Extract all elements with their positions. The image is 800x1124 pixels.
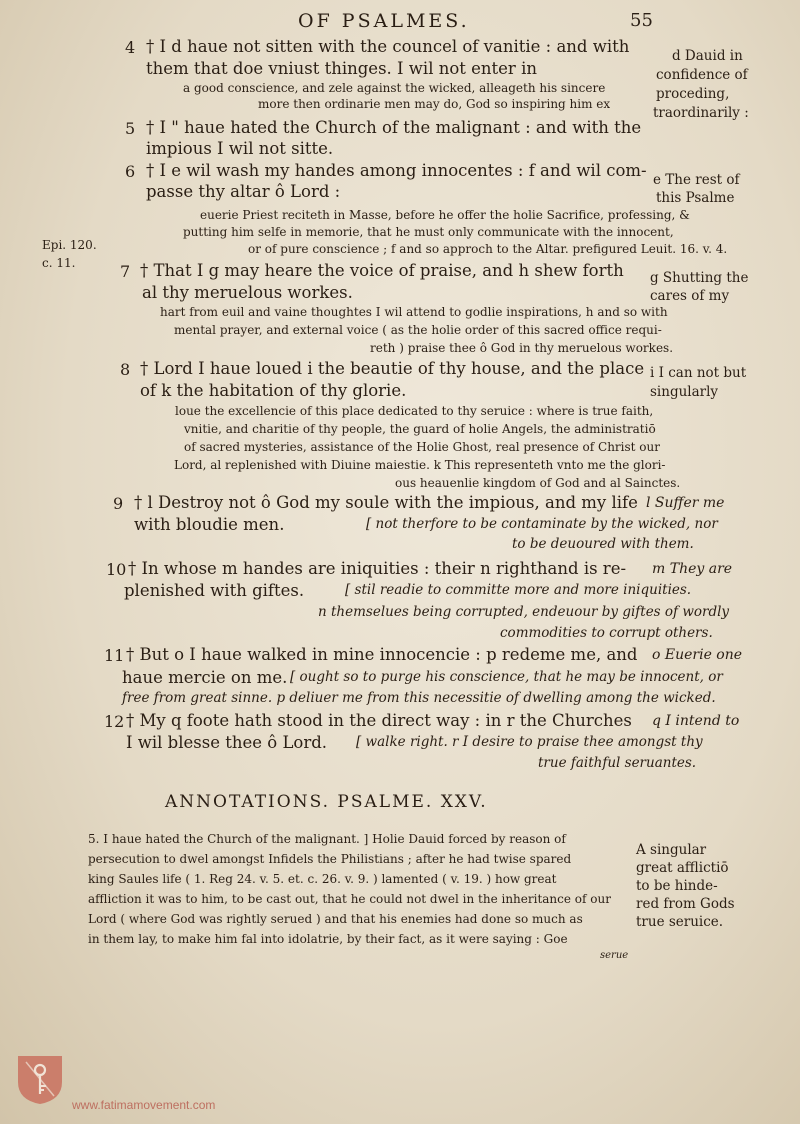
page-number: 55 bbox=[630, 10, 653, 31]
margin-note: i I can not but bbox=[650, 365, 747, 381]
verse-text: † I d haue not sitten with the councel of vanitie : and with bbox=[146, 37, 630, 56]
verse-text: them that doe vniust thinges. I wil not enter in bbox=[146, 59, 537, 78]
verse-text: I wil blesse thee ô Lord. bbox=[126, 733, 328, 752]
margin-note: singularly bbox=[650, 384, 719, 400]
verse-text: passe thy altar ô Lord : bbox=[146, 182, 341, 201]
catchword: serue bbox=[600, 950, 629, 961]
verse-text: † My q foote hath stood in the direct way : in r the Churches bbox=[126, 711, 632, 730]
verse-number: 6 bbox=[125, 162, 136, 181]
margin-note: cares of my bbox=[650, 288, 730, 304]
note-text: [ ought so to purge his conscience, that he may be innocent, or bbox=[290, 669, 723, 685]
verse-text: impious I wil not sitte. bbox=[146, 139, 334, 158]
margin-note: great afflictiō bbox=[636, 860, 729, 876]
note-text: [ walke right. r I desire to praise thee amongst thy bbox=[356, 734, 703, 750]
gloss-text: a good conscience, and zele against the wicked, alleageth his sincere bbox=[183, 81, 606, 95]
verse-text: plenished with giftes. bbox=[124, 581, 305, 600]
verse-number: 5 bbox=[125, 119, 136, 138]
verse-text: † In whose m handes are iniquities : their n righthand is re- bbox=[128, 559, 627, 578]
gloss-text: of sacred mysteries, assistance of the Holie Ghost, real presence of Christ our bbox=[184, 440, 660, 454]
margin-note: g Shutting the bbox=[650, 270, 749, 286]
verse-text: al thy meruelous workes. bbox=[142, 283, 353, 302]
verse-text: haue mercie on me. bbox=[122, 668, 288, 687]
gloss-text: reth ) praise thee ô God in thy meruelous workes. bbox=[370, 341, 674, 355]
verse-number: 11 bbox=[104, 646, 125, 665]
note-text: q I intend to bbox=[652, 713, 740, 729]
verse-number: 8 bbox=[120, 360, 131, 379]
papal-keys-logo-icon bbox=[14, 1050, 66, 1106]
running-head: OF PSALMES. bbox=[298, 10, 470, 32]
verse-number: 9 bbox=[113, 494, 124, 513]
gloss-text: Lord, al replenished with Diuine maiestie. k This representeth vnto me the glori- bbox=[174, 458, 666, 472]
margin-note: confidence of bbox=[656, 67, 748, 83]
annotation-text: 5. I haue hated the Church of the malignant. ] Holie Dauid forced by reason of bbox=[88, 832, 566, 846]
annotation-text: persecution to dwel amongst Infidels the Philistians ; after he had twise spared bbox=[88, 852, 572, 866]
gloss-text: euerie Priest reciteth in Masse, before he offer the holie Sacrifice, professing, & bbox=[200, 208, 690, 222]
annotation-text: Lord ( where God was rightly serued ) and that his enemies had done so much as bbox=[88, 912, 583, 926]
annotation-text: affliction it was to him, to be cast out, that he could not dwel in the inheritance of our bbox=[88, 892, 611, 906]
margin-reference: Epi. 120. bbox=[42, 238, 97, 252]
verse-text: † That I g may heare the voice of praise, and h shew forth bbox=[140, 261, 624, 280]
note-text: o Euerie one bbox=[652, 647, 743, 663]
gloss-text: hart from euil and vaine thoughtes I wil attend to godlie inspirations, h and so with bbox=[160, 305, 668, 319]
annotation-text: king Saules life ( 1. Reg 24. v. 5. et. c. 26. v. 9. ) lamented ( v. 19. ) how great bbox=[88, 872, 557, 886]
margin-note: to be hinde- bbox=[636, 878, 718, 894]
gloss-text: putting him selfe in memorie, that he must only communicate with the innocent, bbox=[183, 225, 674, 239]
gloss-text: vnitie, and charitie of thy people, the guard of holie Angels, the administratiō bbox=[184, 422, 656, 436]
gloss-text: loue the excellencie of this place dedicated to thy seruice : where is true faith, bbox=[175, 404, 654, 418]
footer-url: www.fatimamovement.com bbox=[72, 1098, 216, 1112]
note-text: true faithful seruantes. bbox=[538, 755, 697, 771]
gloss-text: more then ordinarie men may do, God so inspiring him ex bbox=[258, 97, 611, 111]
note-text: free from great sinne. p deliuer me from this necessitie of dwelling among the wicked. bbox=[122, 690, 716, 706]
margin-note: traordinarily : bbox=[653, 105, 749, 121]
verse-number: 4 bbox=[125, 38, 136, 57]
margin-reference: c. 11. bbox=[42, 256, 76, 270]
annotations-title: ANNOTATIONS. PSALME. XXV. bbox=[165, 792, 488, 812]
margin-note: this Psalme bbox=[656, 190, 735, 206]
verse-text: of k the habitation of thy glorie. bbox=[140, 381, 407, 400]
note-text: to be deuoured with them. bbox=[512, 536, 694, 552]
margin-note: d Dauid in bbox=[672, 48, 743, 64]
annotation-text: in them lay, to make him fal into idolatrie, by their fact, as it were saying : Goe bbox=[88, 932, 568, 946]
verse-number: 12 bbox=[104, 712, 125, 731]
verse-text: with bloudie men. bbox=[134, 515, 285, 534]
note-text: l Suffer me bbox=[646, 495, 725, 511]
margin-note: A singular bbox=[636, 842, 707, 858]
verse-text: † I e wil wash my handes among innocentes : f and wil com- bbox=[146, 161, 647, 180]
note-text: m They are bbox=[652, 561, 733, 577]
gloss-text: ous heauenlie kingdom of God and al Sainctes. bbox=[395, 476, 681, 490]
margin-note: true seruice. bbox=[636, 914, 724, 930]
note-text: n themselues being corrupted, endeuour by giftes of wordly bbox=[318, 604, 730, 620]
gloss-text: or of pure conscience ; f and so approch to the Altar. prefigured Leuit. 16. v. 4. bbox=[248, 242, 728, 256]
note-text: commodities to corrupt others. bbox=[500, 625, 713, 641]
verse-text: † I " haue hated the Church of the malignant : and with the bbox=[146, 118, 642, 137]
note-text: [ stil readie to committe more and more iniquities. bbox=[345, 582, 692, 598]
margin-note: e The rest of bbox=[653, 172, 740, 188]
margin-note: red from Gods bbox=[636, 896, 735, 912]
verse-number: 10 bbox=[106, 560, 127, 579]
verse-text: † Lord I haue loued i the beautie of thy house, and the place bbox=[140, 359, 645, 378]
verse-number: 7 bbox=[120, 262, 131, 281]
margin-note: proceding, bbox=[656, 86, 730, 102]
verse-text: † But o I haue walked in mine innocencie : p redeme me, and bbox=[126, 645, 638, 664]
gloss-text: mental prayer, and external voice ( as the holie order of this sacred office requi- bbox=[174, 323, 662, 337]
verse-text: † l Destroy not ô God my soule with the impious, and my life bbox=[134, 493, 638, 512]
note-text: [ not therfore to be contaminate by the wicked, nor bbox=[366, 516, 718, 532]
